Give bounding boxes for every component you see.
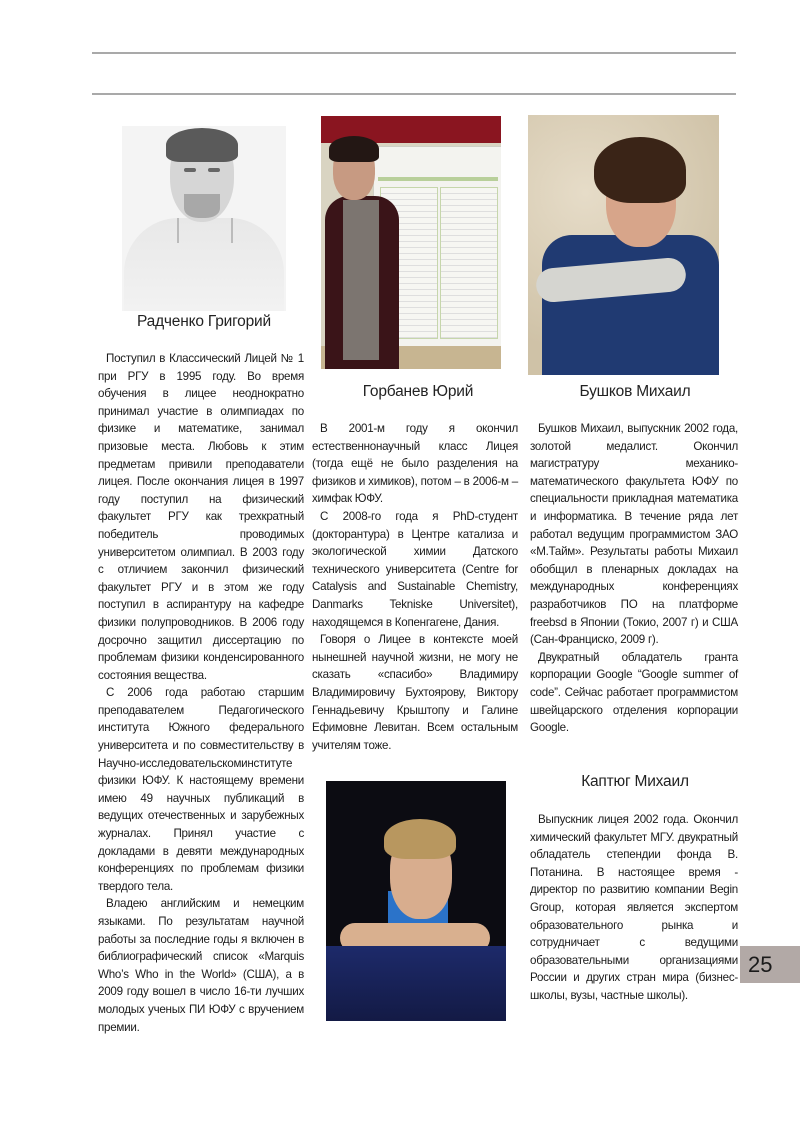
profile-bio [312,420,518,754]
bio-paragraph: Двукратный обладатель гранта корпорации Google “Google summer of code”. Сейчас работает программистом швейцарского отделения корпорации Google. [530,650,738,735]
bio-paragraph: Поступил в Классический Лицей № 1 при РГУ в 1995 году. Во время обучения в лицее неоднократно принимал участие в олимпиадах по физике и математике, занимал призовые места. Любовь к этим предметам привили преподаватели лицея. После окончания лицея в 1997 году поступил на физический факультет РГУ как трехкратный победитель проводимых университетом олимпиал. В 2003 году с отличием закончил физический факультет РГУ и в этом же году поступил в аспирантуру на кафедре физики полупроводников. В 2006 году досрочно защитил диссертацию по проблемам физики конденсированного состояния вещества. [98,352,304,682]
bio-paragraph: Владею английским и немецким языками. По результатам научной работы за последние годы я включен в библиографический список «Marquis Who’s Who in the World» (США), а в 2009 году вошел в число 16-ти лучших молодых ученых ПИ ЮФУ с вручением премии. [98,897,304,1034]
profile-bio [530,420,738,737]
header-rule-bottom [92,93,736,95]
bio-paragraph: Выпускник лицея 2002 года. Окончил химический факультет МГУ. двукратный обладатель степендии фонда В. Потанина. В настоящее время - директор по развитию компании Begin Group, которая является экспертом образовательного рынка и сотрудничает с ведущими образовательными организациями России и других стран мира (бизнес-школы, вузы, частные школы). [530,813,738,1002]
header-rule-top [92,52,736,54]
profile-name: Радченко Григорий [137,313,271,330]
profile-bio [530,811,738,1005]
profile-name: Каптюг Михаил [581,773,689,790]
photo-bushkov [528,115,719,375]
page-number-tab: 25 [740,946,800,983]
profile-name: Бушков Михаил [579,383,691,400]
photo-gorbanev [321,116,501,369]
profile-bio [98,350,304,1036]
profile-name: Горбанев Юрий [362,383,474,400]
bio-paragraph: Говоря о Лицее в контексте моей нынешней научной жизни, не могу не сказать «спасибо» Владимиру Владимировичу Бухтоярову, Виктору Геннадьевичу Крыштопу и Галине Ефимовне Левитан. Всем остальным учителям тоже. [312,633,518,752]
bio-paragraph: Бушков Михаил, выпускник 2002 года, золотой медалист. Окончил магистратуру механико-математического факультета ЮФУ по специальности прикладная математика и информатика. В течение ряда лет работал ведущим программистом ЗАО «М.Тайм». Результаты работы Михаил обобщил в пленарных докладах на международных конференциях разработчиков ПО на платформе freebsd в Японии (Токио, 2007 г) и США (Сан-Франциско, 2009 г). [530,422,738,647]
photo-kaptyug [326,781,506,1021]
bio-paragraph: С 2008-го года я PhD-студент (докторантура) в Центре катализа и экологической химии Датского технического университета (Centre for Catalysis and Sustainable Chemistry, Danmarks Tekniske Universitet), находящемся в Копенгагене, Дания. [312,509,518,629]
bio-paragraph: С 2006 года работаю старшим преподавателем Педагогического института Южного федерального университета и по совместительству в Научно-исследовательскоминституте физики ЮФУ. К настоящему времени имею 49 научных публикаций в ведущих отечественных и зарубежных журналах. Принял участие с докладами в девяти международных конференциях по проблемам физики твердого тела. [98,686,304,893]
bio-paragraph: В 2001-м году я окончил естественнонаучный класс Лицея (тогда ещё не было разделения на физиков и химиков), потом – в 2006-м – химфак ЮФУ. [312,422,518,506]
photo-radchenko [122,126,286,311]
